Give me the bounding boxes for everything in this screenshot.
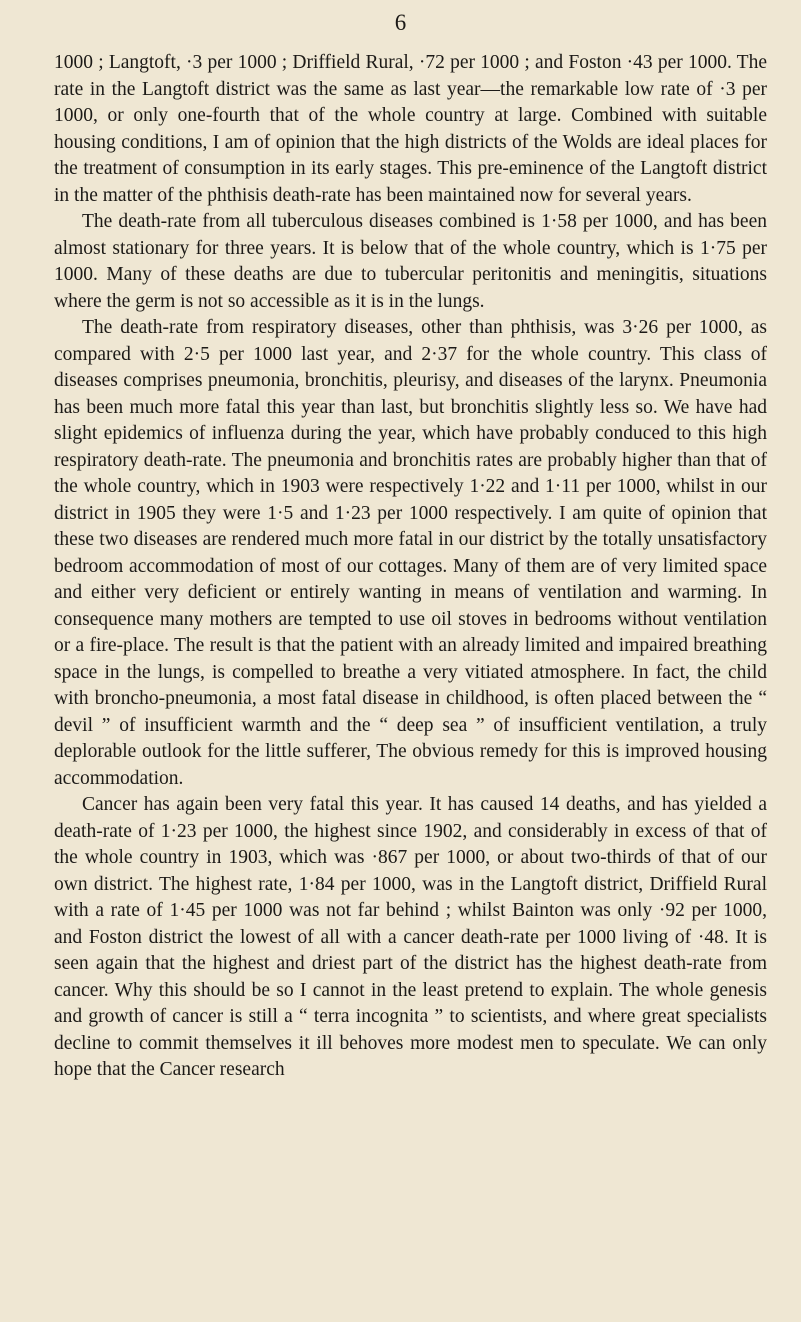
paragraph-phthisis-rates: 1000 ; Langtoft, ·3 per 1000 ; Driffield Rural, ·72 per 1000 ; and Foston ·43 per 1000. The rate in the Langtoft district was the same as last year—the remarkable low rate of ·3 per 1000, or only one-fourth that of the whole country at large. Combined with suitable housing conditions, I am of opinion that the high districts of the Wolds are ideal places for the treatment of consumption in its early stages. This pre-eminence of the Langtoft district in the matter of the phthisis death-rate has been maintained now for several years.: [54, 52, 767, 206]
body-text: [54, 50, 767, 1084]
paragraph-respiratory-diseases: The death-rate from respiratory diseases, other than phthisis, was 3·26 per 1000, as compared with 2·5 per 1000 last year, and 2·37 for the whole country. This class of diseases comprises pneumonia, bronchitis, pleurisy, and diseases of the larynx. Pneumonia has been much more fatal this year than last, but bronchitis slightly less so. We have had slight epidemics of influenza during the year, which have probably conduced to this high respiratory death-rate. The pneumonia and bronchitis rates are probably higher than that of the whole country, which in 1903 were respectively 1·22 and 1·11 per 1000, whilst in our district in 1905 they were 1·5 and 1·23 per 1000 respectively. I am quite of opinion that these two diseases are rendered much more fatal in our district by the totally unsatisfactory bedroom accommodation of most of our cottages. Many of them are of very limited space and either very deficient or entirely wanting in means of ventilation and warming. In consequence many mothers are tempted to use oil stoves in bedrooms without ventilation or a fire-place. The result is that the patient with an already limited and impaired breathing space in the lungs, is compelled to breathe a very vitiated atmosphere. In fact, the child with broncho-pneumonia, a most fatal disease in childhood, is often placed between the “ devil ” of insufficient warmth and the “ deep sea ” of insufficient ventilation, a truly deplorable outlook for the little sufferer, The obvious remedy for this is improved housing accommodation.: [54, 317, 767, 789]
paragraph-tuberculous-diseases: The death-rate from all tuberculous diseases combined is 1·58 per 1000, and has been almost stationary for three years. It is below that of the whole country, which is 1·75 per 1000. Many of these deaths are due to tubercular peritonitis and meningitis, situations where the germ is not so accessible as it is in the lungs.: [54, 211, 767, 312]
page-number: 6: [394, 10, 407, 35]
paragraph-cancer: Cancer has again been very fatal this year. It has caused 14 deaths, and has yielded a death-rate of 1·23 per 1000, the highest since 1902, and considerably in excess of that of the whole country in 1903, which was ·867 per 1000, or about two-thirds of that of our own district. The highest rate, 1·84 per 1000, was in the Langtoft district, Driffield Rural with a rate of 1·45 per 1000 was not far behind ; whilst Bainton was only ·92 per 1000, and Foston district the lowest of all with a cancer death-rate per 1000 living of ·48. It is seen again that the highest and driest part of the district has the highest death-rate from cancer. Why this should be so I cannot in the least pretend to explain. The whole genesis and growth of cancer is still a “ terra incognita ” to scientists, and where great specialists decline to commit themselves it ill behoves more modest men to speculate. We can only hope that the Cancer research: [54, 794, 767, 1080]
